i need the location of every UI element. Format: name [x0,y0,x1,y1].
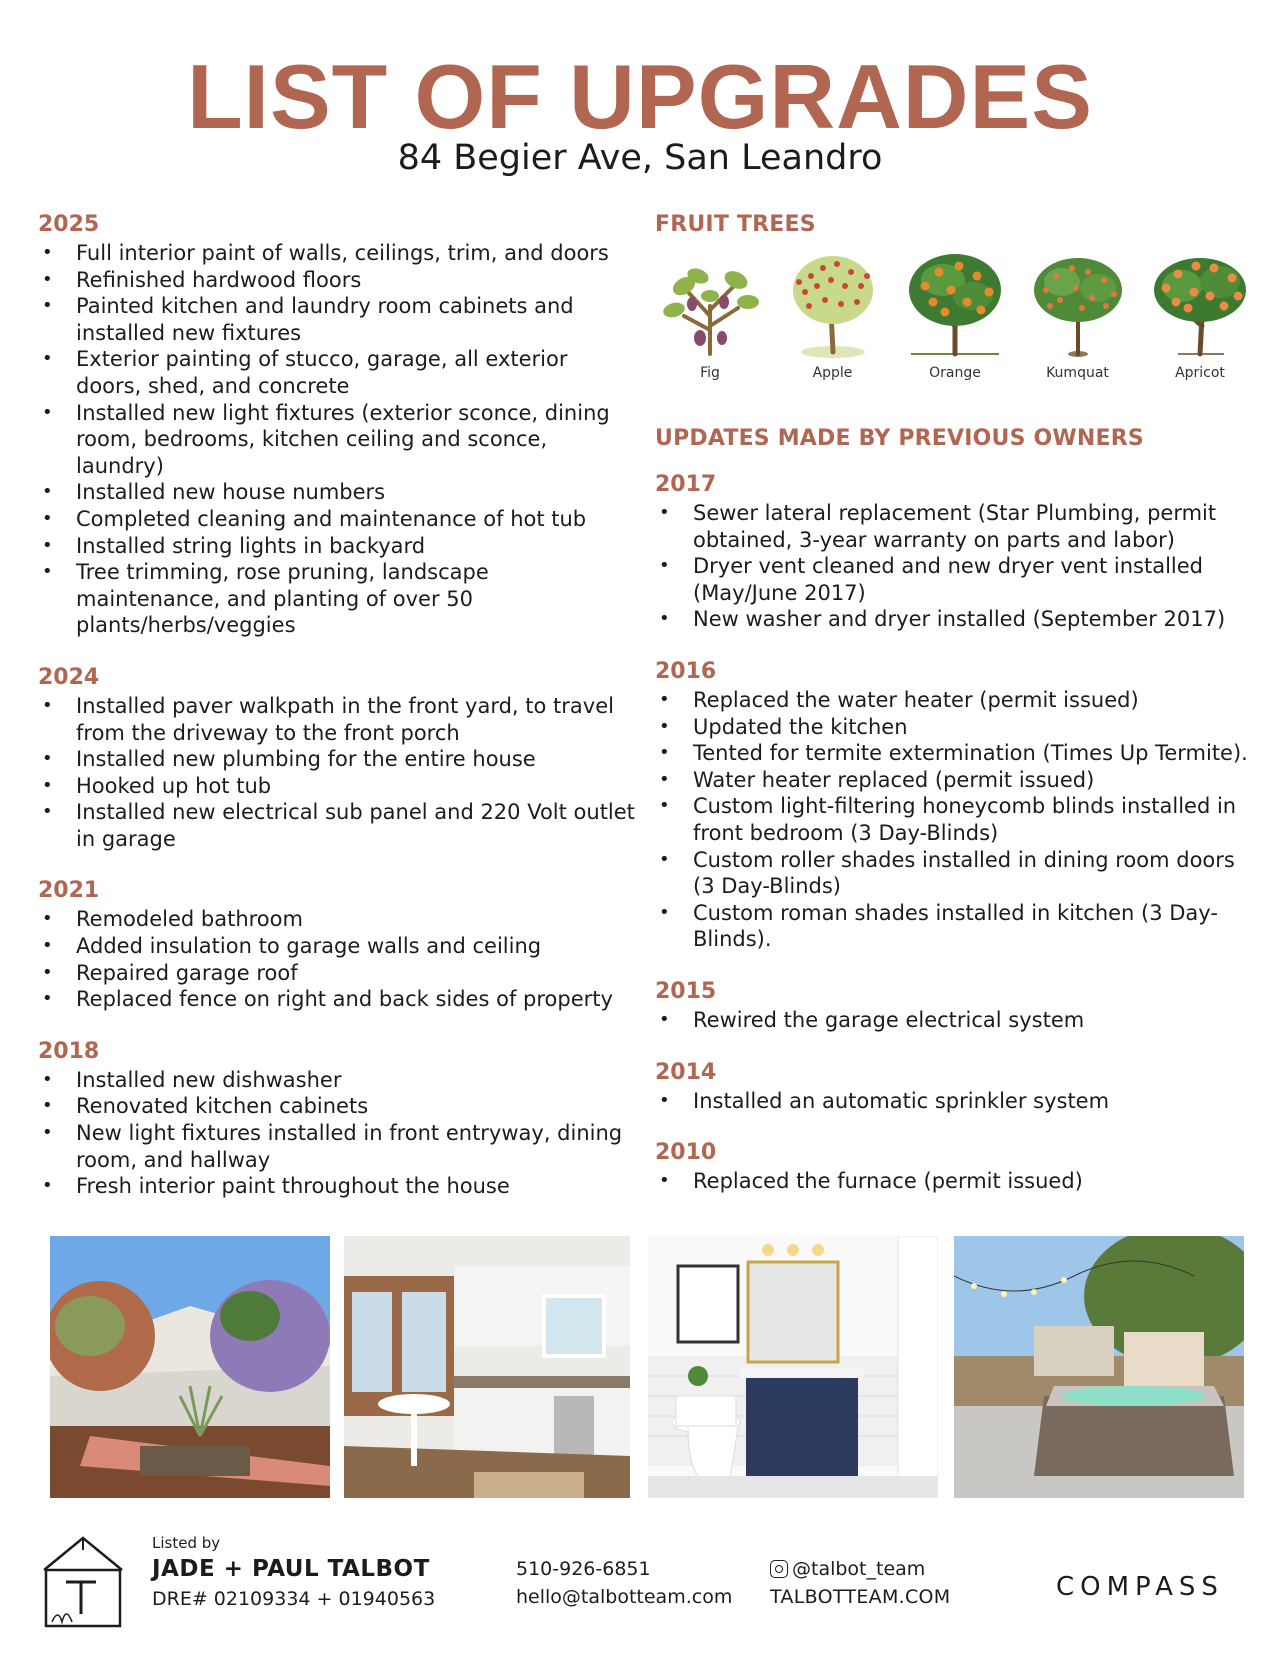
house-logo-icon [40,1530,126,1630]
orange-tree-icon [903,246,1007,362]
list-item: • Added insulation to garage walls and ceiling [38,933,638,960]
list-item: • Sewer lateral replacement (Star Plumbing, permit obtained, 3-year warranty on parts and labor) [655,500,1255,553]
year-heading: 2010 [655,1140,717,1166]
apple-tree-icon [781,246,885,362]
list-item: • Repaired garage roof [38,960,638,987]
year-group-2021 [38,878,638,1012]
list-item: • Replaced the water heater (permit issued) [655,687,1255,714]
website-link[interactable]: TALBOTTEAM.COM [770,1586,951,1608]
kumquat-tree-icon [1026,246,1130,362]
property-address: 84 Begier Ave, San Leandro [397,138,883,178]
list-item: • Full interior paint of walls, ceilings, trim, and doors [38,240,638,267]
fruit-tree [900,246,1010,386]
list-item: • Custom light-filtering honeycomb blinds installed in front bedroom (3 Day-Blinds) [655,793,1255,846]
list-item: • Remodeled bathroom [38,906,638,933]
list-item: • Installed paver walkpath in the front yard, to travel from the driveway to the front porch [38,693,638,746]
tree-label: Fig [700,365,720,381]
list-item: • Renovated kitchen cabinets [38,1093,638,1120]
year-group-2016 [655,659,1255,953]
year-heading: 2024 [38,664,100,690]
email-link[interactable]: hello@talbotteam.com [516,1586,733,1608]
year-heading: 2016 [655,658,717,684]
year-group-2010 [655,1140,1255,1195]
fruit-tree [1023,246,1133,386]
list-item: • Installed new house numbers [38,479,638,506]
list-item: • Installed new light fixtures (exterior sconce, dining room, bedrooms, kitchen ceiling and sconce, laundry) [38,400,638,480]
list-item: • Water heater replaced (permit issued) [655,767,1255,794]
list-item: • Installed an automatic sprinkler system [655,1088,1255,1115]
agent-names: JADE + PAUL TALBOT [152,1556,430,1582]
fig-tree-icon [658,246,762,362]
year-group-2018 [38,1039,638,1200]
list-item: • Installed new electrical sub panel and 220 Volt outlet in garage [38,799,638,852]
fruit-tree [655,246,765,386]
list-item: • New light fixtures installed in front entryway, dining room, and hallway [38,1120,638,1173]
year-heading: 2018 [38,1038,100,1064]
page-title: LIST OF UPGRADES [187,47,1093,148]
list-item: • Updated the kitchen [655,714,1255,741]
fruit-trees-row [655,246,1255,386]
current-owner-upgrades [38,212,638,1226]
year-group-2014 [655,1060,1255,1115]
list-item: • Completed cleaning and maintenance of hot tub [38,506,638,533]
list-item: • Custom roller shades installed in dining room doors (3 Day-Blinds) [655,847,1255,900]
fruit-tree [1145,246,1255,386]
year-group-2017 [655,472,1255,633]
phone-number[interactable]: 510-926-6851 [516,1558,651,1580]
list-item: • Refinished hardwood floors [38,267,638,294]
previous-owners-heading: UPDATES MADE BY PREVIOUS OWNERS [655,426,1144,451]
tree-label: Kumquat [1046,365,1109,381]
backyard-hot-tub-photo [954,1236,1244,1498]
year-heading: 2017 [655,472,717,497]
year-group-2024 [38,665,638,853]
year-heading: 2025 [38,212,100,237]
listed-by-label: Listed by [152,1534,221,1552]
list-item: • Tented for termite extermination (Times Up Termite). [655,740,1255,767]
list-item: • Hooked up hot tub [38,773,638,800]
year-heading: 2014 [655,1059,717,1085]
fruit-tree [778,246,888,386]
instagram-handle: @talbot_team [792,1558,926,1580]
list-item: • Replaced fence on right and back sides of property [38,986,638,1013]
apricot-tree-icon [1148,246,1252,362]
year-heading: 2015 [655,978,717,1004]
list-item: • Painted kitchen and laundry room cabinets and installed new fixtures [38,293,638,346]
kitchen-photo [344,1236,630,1498]
right-column [655,212,1255,1221]
front-yard-photo [50,1236,330,1498]
list-item: • Installed new plumbing for the entire house [38,746,638,773]
footer [0,1520,1280,1640]
list-item: • Exterior painting of stucco, garage, all exterior doors, shed, and concrete [38,346,638,399]
list-item: • Fresh interior paint throughout the house [38,1173,638,1200]
list-item: • New washer and dryer installed (September 2017) [655,606,1255,633]
year-group-2025 [38,212,638,639]
tree-label: Apple [812,365,853,381]
tree-label: Apricot [1175,365,1225,381]
tree-label: Orange [929,365,981,381]
fruit-trees-heading: FRUIT TREES [655,212,816,237]
year-group-2015 [655,979,1255,1034]
instagram-link[interactable] [770,1558,925,1580]
list-item: • Replaced the furnace (permit issued) [655,1168,1255,1195]
list-item: • Custom roman shades installed in kitchen (3 Day-Blinds). [655,900,1255,953]
list-item: • Tree trimming, rose pruning, landscape maintenance, and planting of over 50 plants/herbs/veggies [38,559,638,639]
compass-logo: COMPASS [1056,1572,1224,1602]
year-heading: 2021 [38,878,100,904]
list-item: • Installed new dishwasher [38,1067,638,1094]
list-item: • Rewired the garage electrical system [655,1007,1255,1034]
list-item: • Dryer vent cleaned and new dryer vent installed (May/June 2017) [655,553,1255,606]
instagram-icon [770,1560,788,1578]
dre-numbers: DRE# 02109334 + 01940563 [152,1588,436,1610]
bathroom-photo [648,1236,938,1498]
list-item: • Installed string lights in backyard [38,533,638,560]
